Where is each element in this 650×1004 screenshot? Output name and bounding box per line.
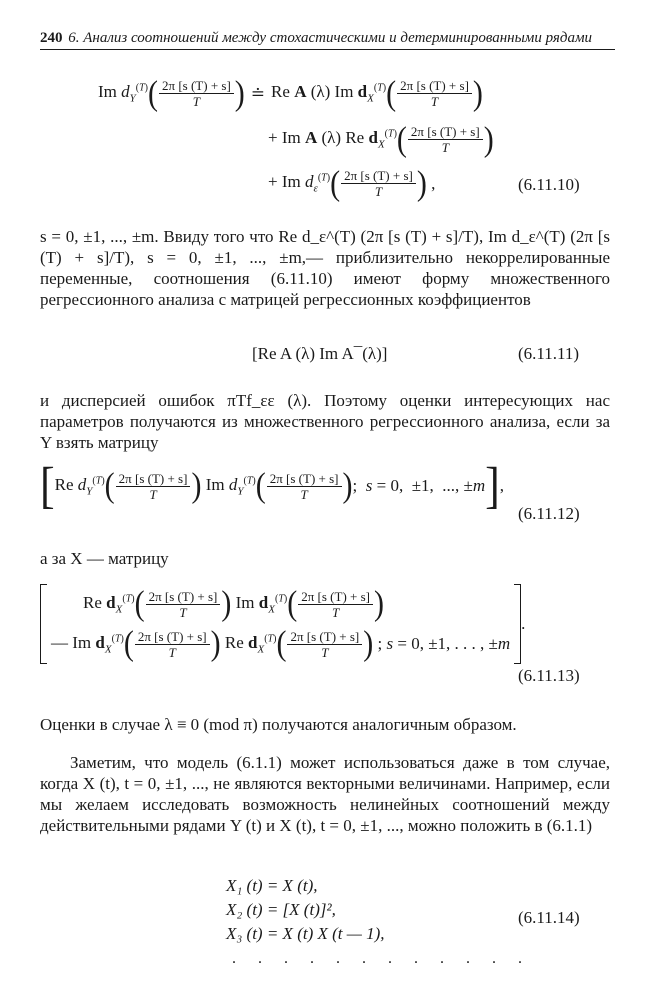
paragraph-5 bbox=[40, 752, 610, 836]
frac-num: 2π [s (T) + s] bbox=[287, 629, 362, 645]
paragraph-text: и дисперсией ошибок πTf_εε (λ). Поэтому оценки интересующих нас параметров получаются из множественного регрессионного анализа, если за Y взять матрицу bbox=[40, 391, 610, 452]
frac-den: T bbox=[331, 604, 340, 620]
equation-label: (6.11.13) bbox=[518, 666, 580, 685]
frac-num: 2π [s (T) + s] bbox=[341, 168, 416, 184]
equation-6-11-14 bbox=[226, 874, 385, 946]
running-title: 6. Анализ соотношений между стохастическими и детерминированными рядами bbox=[68, 30, 593, 46]
frac-num: 2π [s (T) + s] bbox=[116, 471, 191, 487]
equation-label: (6.11.14) bbox=[518, 908, 580, 927]
paragraph-text: а за X — матрицу bbox=[40, 549, 169, 568]
equation-line: X₃ (t) = X (t) X (t — 1), bbox=[226, 924, 385, 943]
paragraph-1 bbox=[40, 226, 610, 310]
page-number: 240 bbox=[40, 30, 63, 46]
frac-num: 2π [s (T) + s] bbox=[397, 78, 472, 94]
frac-den: T bbox=[179, 604, 187, 620]
equation-6-11-10-line2: + Im A (λ) Re $d_X^{(T)}$ ( $\frac{2\pi [s (T) + s]}{T}$ ) bbox=[268, 119, 494, 158]
frac-num: 2π [s (T) + s] bbox=[267, 471, 342, 487]
equation-6-11-13: Re $d_X^{(T)}$ ( $\frac{2\pi [s (T) + s]}{T}$ ) Im $d_X^{(T)}$ ( $\frac{2\pi [s (T) + s]}{T}$ ) — Im $d_X^{(T)}$ ( $\frac{2\pi [s (T) + s]}{T}$ ) Re $d_X^{(T)}$ ( $\frac{2\pi [s (T) + s]}{T}$ ) ; s = 0, ±1, . . . , ±m . bbox=[40, 584, 525, 664]
equation-label: (6.11.10) bbox=[518, 175, 580, 194]
frac-num: 2π [s (T) + s] bbox=[159, 78, 234, 94]
continuation-dots: . . . . . . . . . . . . bbox=[232, 950, 531, 967]
equation-line: X₂ (t) = [X (t)]², bbox=[226, 900, 336, 919]
frac-den: T bbox=[321, 644, 329, 660]
equation-6-11-10-line1: Im $d_Y^{(T)}$ ( $\frac{2\pi [s (T) + s]}{T}$ ) ≐ Re A (λ) Im $d_X^{(T)}$ ( $\frac{2\pi [s (T) + s]}{T}$ ) bbox=[98, 73, 483, 112]
paragraph-2 bbox=[40, 390, 610, 453]
equation-label: (6.11.11) bbox=[518, 344, 580, 363]
paragraph-text: Заметим, что модель (6.1.1) может использоваться даже в том случае, когда X (t), t = 0, ±1, ..., не являются векторными величинами. Например, если мы желаем исследовать возможность нелинейных соотношений между действительными рядами Y (t) и X (t), t = 0, ±1, ..., можно положить в (6.1.1) bbox=[40, 753, 610, 835]
equation-label: (6.11.12) bbox=[518, 504, 580, 523]
equation-6-11-10-line3: + Im $d_\varepsilon^{(T)}$ ( $\frac{2\pi [s (T) + s]}{T}$ ) , bbox=[268, 163, 436, 202]
frac-den: T bbox=[441, 140, 449, 155]
frac-num: 2π [s (T) + s] bbox=[408, 124, 483, 140]
frac-den: T bbox=[374, 184, 383, 199]
paragraph-3 bbox=[40, 548, 610, 569]
equation-6-11-11: [Re A (λ) Im A¯(λ)] bbox=[252, 344, 388, 363]
page-header bbox=[40, 30, 615, 50]
paragraph-text: s = 0, ±1, ..., ±m. Ввиду того что Re d_ε^(T) (2π [s (T) + s]/T), Im d_ε^(T) (2π [s (T) + s]/T), s = 0, ±1, ..., ±m,— приблизительно некоррелированные переменные, соотношения (6.11.10) имеют форму множественного регрессионного анализа с матрицей регрессионных коэффициентов bbox=[40, 227, 610, 309]
frac-num: 2π [s (T) + s] bbox=[135, 629, 210, 645]
equation-6-11-12: [ Re $d_Y^{(T)}$ ( $\frac{2\pi [s (T) + s]}{T}$ ) Im $d_Y^{(T)}$ ( $\frac{2\pi [s (T) + s]}{T}$ ) ; s = 0, ±1, ..., ±m ] , bbox=[40, 457, 505, 514]
matrix-row-1: Re $d_X^{(T)}$ ( $\frac{2\pi [s (T) + s]}{T}$ ) Im $d_X^{(T)}$ ( $\frac{2\pi [s (T) + s]}{T}$ ) bbox=[83, 584, 384, 623]
frac-den: T bbox=[168, 644, 176, 660]
frac-den: T bbox=[192, 94, 201, 109]
frac-den: T bbox=[149, 486, 157, 502]
frac-num: 2π [s (T) + s] bbox=[146, 589, 221, 605]
paragraph-text: Оценки в случае λ ≡ 0 (mod π) получаются аналогичным образом. bbox=[40, 715, 517, 734]
equation-line: X₁ (t) = X (t), bbox=[226, 876, 318, 895]
paragraph-4 bbox=[40, 714, 610, 735]
frac-den: T bbox=[300, 486, 308, 502]
frac-den: T bbox=[430, 94, 439, 109]
matrix-row-2: — Im $d_X^{(T)}$ ( $\frac{2\pi [s (T) + s]}{T}$ ) Re $d_X^{(T)}$ ( $\frac{2\pi [s (T) + s]}{T}$ ) ; s = 0, ±1, . . . , ±m bbox=[51, 624, 511, 663]
frac-num: 2π [s (T) + s] bbox=[298, 589, 373, 605]
